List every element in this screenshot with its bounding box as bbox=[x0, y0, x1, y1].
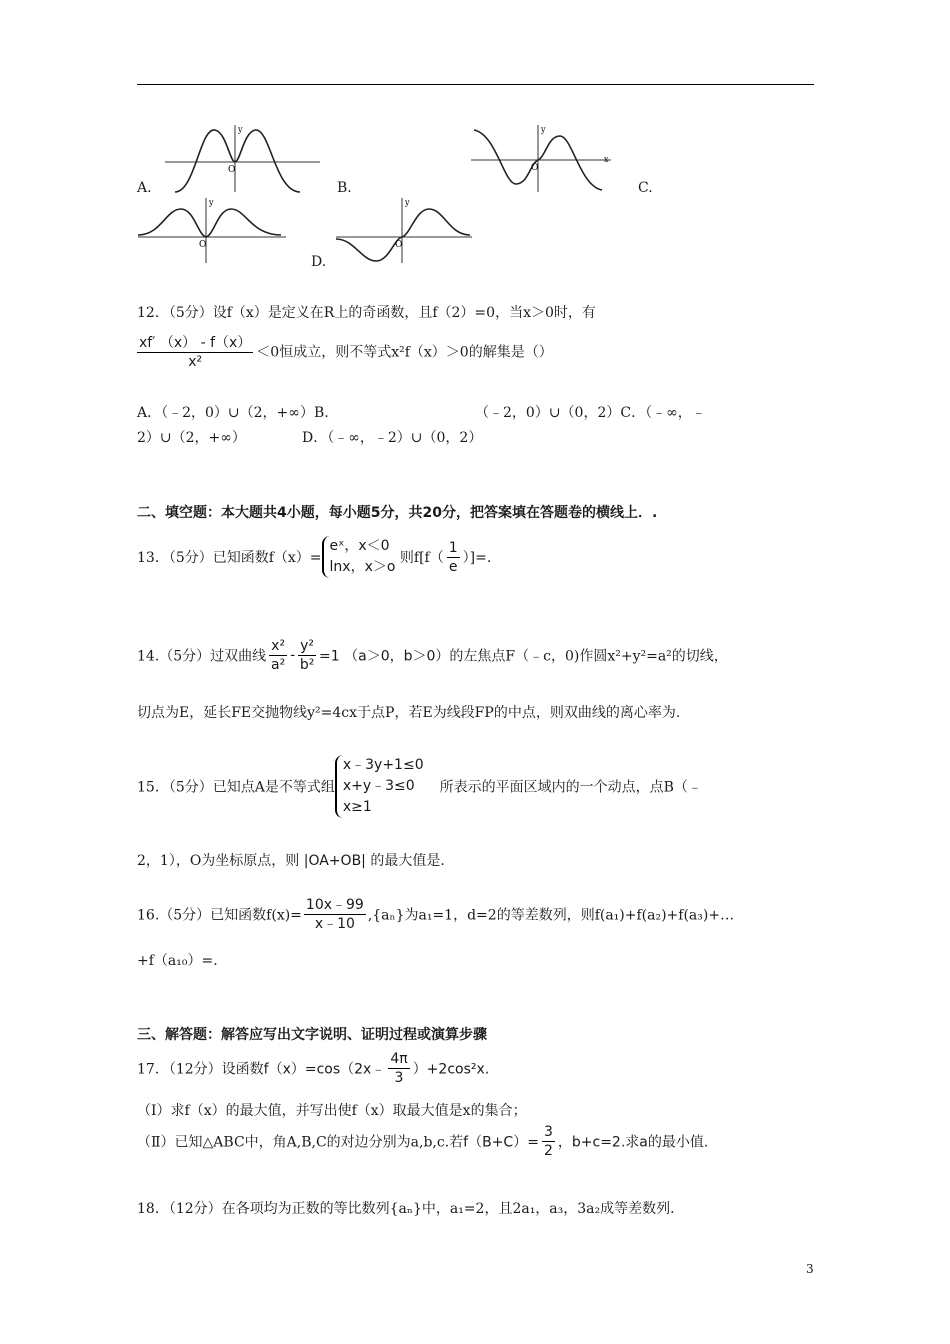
q13-prefix: 13．（5分）已知函数f（x）= bbox=[137, 550, 322, 566]
q17-frac-den: 3 bbox=[394, 1070, 404, 1086]
q13-mid: 则f[f（ bbox=[399, 550, 444, 566]
q16-prefix: 16.（5分）已知函数f(x)= bbox=[137, 907, 302, 924]
q12-fraction bbox=[137, 334, 253, 371]
q12-opt-a: A．（﹣2，0）∪（2，+∞）B. bbox=[137, 405, 329, 421]
section-3-heading: 三、解答题：解答应写出文字说明、证明过程或演算步骤 bbox=[137, 1027, 487, 1043]
q16-line1 bbox=[137, 896, 734, 933]
q16-suffix: ,{aₙ}为a₁=1，d=2的等差数列，则f(a₁)+f(a₂)+f(a₃)+… bbox=[367, 907, 735, 924]
q12-line1: 12．（5分）设f（x）是定义在R上的奇函数，且f（2）=0，当x＞0时，有 bbox=[137, 305, 596, 321]
q17-p2-den: 2 bbox=[543, 1143, 553, 1159]
graph-d-label: D. bbox=[311, 254, 327, 270]
section-2-heading: 二、填空题：本大题共4小题，每小题5分，共20分，把答案填在答题卷的横线上．. bbox=[137, 505, 658, 521]
q17-prefix: 17．（12分）设函数 bbox=[137, 1061, 264, 1078]
q14-line2: 切点为E，延长FE交抛物线y²=4cx于点P，若E为线段FP的中点，则双曲线的离心率为. bbox=[137, 705, 681, 721]
q15-cond2: x+y﹣3≤0 bbox=[342, 778, 415, 794]
q17-fraction bbox=[388, 1050, 409, 1087]
graph-a-label: A. bbox=[137, 180, 152, 196]
q15-line1 bbox=[137, 755, 702, 818]
graph-b-y-label: y bbox=[541, 125, 546, 134]
q14-prefix: 14.（5分）过双曲线 bbox=[137, 648, 267, 665]
q15-line2-a: 2，1），O为坐标原点，则 bbox=[137, 853, 300, 869]
q14-fa-num: x² bbox=[271, 638, 286, 654]
graph-c-y-label: y bbox=[209, 198, 214, 207]
q18: 18．（12分）在各项均为正数的等比数列{aₙ}中，a₁=2，且2a₁，a₃，3a₂成等差数列. bbox=[137, 1201, 675, 1217]
q15-prefix: 15．（5分）已知点A是不等式组 bbox=[137, 779, 335, 796]
graph-a-y-label: y bbox=[238, 125, 243, 134]
q17-part2-fraction bbox=[542, 1123, 555, 1160]
q15-line2 bbox=[137, 850, 445, 870]
graph-b bbox=[466, 122, 616, 198]
q15-system bbox=[335, 755, 424, 818]
q12-opt-c-cont: 2）∪（2，+∞） bbox=[137, 430, 246, 446]
q14-frac-a bbox=[269, 637, 287, 674]
q13-case1: eˣ，x＜0 bbox=[329, 538, 390, 554]
q12-line2-text: ＜0恒成立，则不等式x²f（x）＞0的解集是（） bbox=[256, 344, 553, 361]
q17-part2 bbox=[137, 1123, 708, 1160]
q14-line1 bbox=[137, 637, 728, 674]
header-rule bbox=[137, 84, 814, 85]
graph-b-origin: O bbox=[531, 163, 539, 173]
q15-suffix: 所表示的平面区域内的一个动点，点B（﹣ bbox=[439, 779, 702, 796]
q14-fa-den: a² bbox=[271, 657, 286, 673]
q16-frac-num: 10x﹣99 bbox=[305, 897, 364, 913]
q13-cases bbox=[322, 536, 396, 578]
q13-frac-den: e bbox=[448, 558, 458, 575]
q17-part2-f: f（B+C）= bbox=[463, 1134, 539, 1151]
q17-line1 bbox=[137, 1050, 489, 1087]
q14-eq: =1 （a＞0，b＞0） bbox=[319, 648, 450, 665]
q12-opt-d: D．（﹣∞，﹣2）∪（0，2） bbox=[302, 430, 483, 446]
graph-c-label: C. bbox=[638, 180, 653, 196]
q13-fraction bbox=[447, 539, 460, 576]
q15-cond3: x≥1 bbox=[342, 799, 372, 815]
graph-c-origin: O bbox=[199, 240, 207, 250]
q12-line2 bbox=[137, 334, 553, 371]
q13-suffix: ）]=. bbox=[462, 550, 492, 566]
q12-frac-num: xf′ （x） - f（x） bbox=[139, 335, 252, 351]
q13-frac-num: 1 bbox=[448, 539, 458, 556]
q17-part1: （Ⅰ）求f（x）的最大值，并写出使f（x）取最大值是x的集合； bbox=[137, 1103, 527, 1119]
graph-a bbox=[160, 122, 330, 198]
q13 bbox=[137, 536, 491, 578]
q12-opt-b: （﹣2，0）∪（0，2）C．（﹣∞，﹣ bbox=[475, 405, 706, 421]
graph-d-y-label: y bbox=[405, 198, 410, 207]
q16-fraction bbox=[304, 896, 366, 933]
q14-fb-num: y² bbox=[300, 638, 315, 654]
q14-minus: - bbox=[290, 647, 296, 664]
graph-c bbox=[136, 195, 291, 265]
page-number: 3 bbox=[806, 1262, 814, 1276]
q17-func-b: ）+2cos²x. bbox=[412, 1061, 490, 1078]
q14-fb-den: b² bbox=[299, 657, 315, 673]
q16-frac-den: x﹣10 bbox=[314, 916, 355, 932]
graph-b-label: B. bbox=[337, 180, 352, 196]
q17-part2-b: ，b+c=2.求a的最小值. bbox=[557, 1134, 709, 1151]
graph-d-origin: O bbox=[395, 240, 403, 250]
q14-frac-b bbox=[298, 637, 316, 674]
q16-line2: +f（a₁₀）=. bbox=[137, 953, 218, 969]
q15-line2-b: 的最大值是. bbox=[370, 853, 445, 869]
q17-part2-a: （Ⅱ）已知△ABC中，角A,B,C的对边分别为a,b,c.若 bbox=[137, 1134, 464, 1151]
q13-case2: lnx，x＞o bbox=[329, 559, 396, 575]
q17-func-a: f（x）=cos（2x﹣ bbox=[263, 1061, 386, 1078]
q14-suffix: 的左焦点F（﹣c，0)作圆x²+y²=a²的切线， bbox=[449, 648, 728, 665]
q12-frac-den: x² bbox=[188, 354, 203, 370]
graph-d bbox=[334, 195, 476, 265]
q15-vector-norm: |OA+OB| bbox=[303, 853, 366, 869]
q17-p2-num: 3 bbox=[543, 1124, 553, 1140]
q15-cond1: x﹣3y+1≤0 bbox=[342, 757, 424, 773]
graph-b-x-label: x bbox=[604, 155, 609, 164]
q17-frac-num: 4π bbox=[390, 1051, 408, 1067]
graph-a-origin: O bbox=[228, 165, 236, 175]
